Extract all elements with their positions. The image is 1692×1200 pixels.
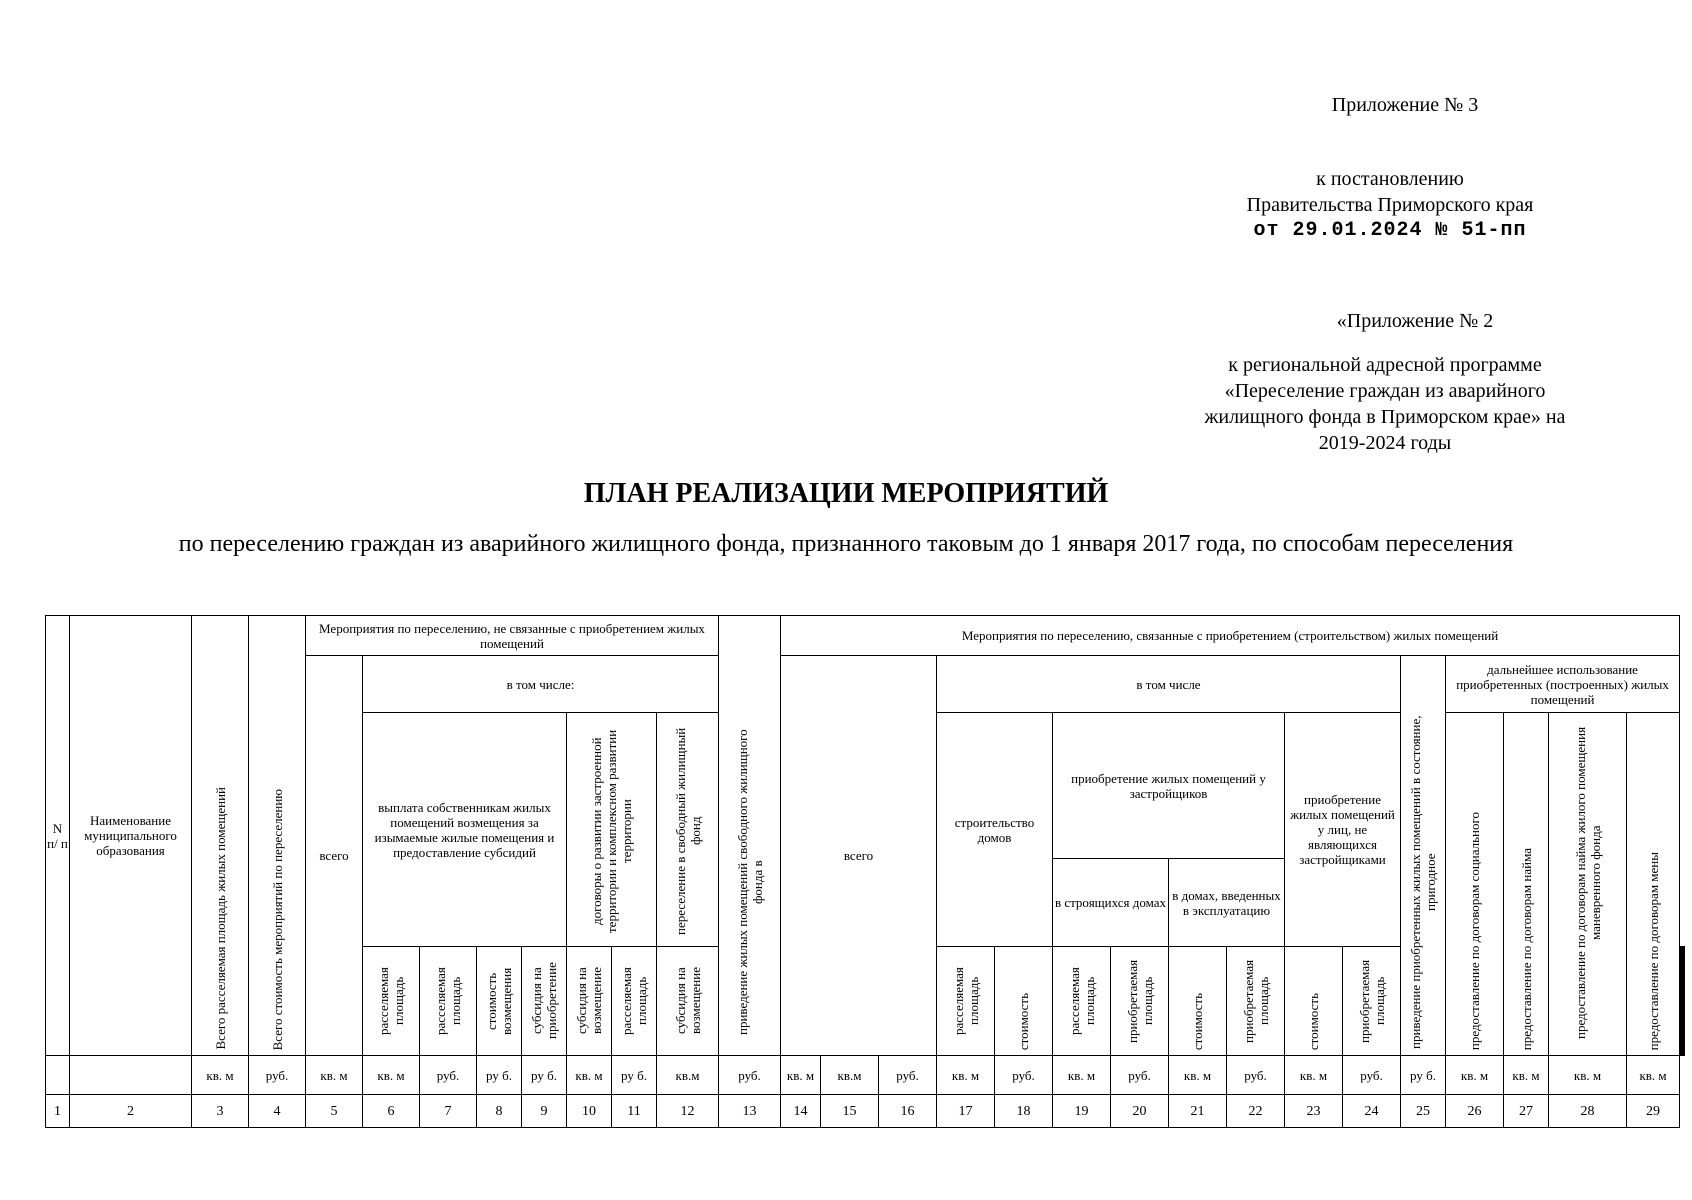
header-total-area: Всего расселяемая площадь жилых помещений — [192, 616, 249, 1056]
header-construction: строительство домов — [937, 713, 1053, 947]
sub-c16: стоимость — [1169, 947, 1227, 1056]
unit-cell: руб. — [995, 1056, 1053, 1095]
unit-cell: руб. — [879, 1056, 937, 1095]
unit-cell: кв. м — [192, 1056, 249, 1095]
program-line-3: жилищного фонда в Приморском крае» на — [1204, 406, 1566, 428]
column-number: 29 — [1627, 1095, 1680, 1128]
sub-c7: стоимость возмещения — [477, 947, 522, 1056]
column-number: 2 — [70, 1095, 192, 1128]
unit-cell: руб. — [719, 1056, 781, 1095]
program-block — [1150, 352, 1620, 456]
header-in-operation: в домах, введенных в эксплуатацию — [1169, 859, 1285, 947]
header-group-non-acquisition: Мероприятия по переселению, не связанные с приобретением жилых помещений — [306, 616, 719, 656]
header-np: N п/ п — [46, 616, 70, 1056]
unit-cell: руб. — [1111, 1056, 1169, 1095]
column-number: 12 — [657, 1095, 719, 1128]
document-title: ПЛАН РЕАЛИЗАЦИИ МЕРОПРИЯТИЙ — [583, 478, 1109, 509]
unit-cell: ру б. — [1401, 1056, 1446, 1095]
header-payout: выплата собственникам жилых помещений возмещения за изымаемые жилые помещения и предоставление субсидий — [363, 713, 567, 947]
header-g1-including: в том числе: — [363, 656, 719, 713]
column-number: 13 — [719, 1095, 781, 1128]
column-number: 15 — [821, 1095, 879, 1128]
unit-cell: кв. м — [363, 1056, 420, 1095]
unit-cell: кв. м — [1446, 1056, 1504, 1095]
sub-c6: расселяемая площадь — [420, 947, 477, 1056]
header-municipality: Наименование муниципального образования — [70, 616, 192, 1056]
header-social-contracts: предоставление по договорам социального — [1446, 713, 1504, 1056]
column-number: 16 — [879, 1095, 937, 1128]
sub-c14: расселяемая площадь — [1053, 947, 1111, 1056]
unit-cell: ру б. — [477, 1056, 522, 1095]
document-subtitle: по переселению граждан из аварийного жилищного фонда, признанного таковым до 1 января 2017 года, по способам переселения — [178, 531, 1514, 557]
annex-label — [1275, 92, 1535, 118]
unit-cell — [70, 1056, 192, 1095]
plan-table — [45, 615, 1685, 1128]
sub-c29 — [1684, 947, 1685, 1056]
header-g2-total: всего — [781, 656, 937, 1056]
header-g2-including: в том числе — [937, 656, 1401, 713]
sub-c19: приобретаемая площадь — [1343, 947, 1401, 1056]
unit-cell: кв. м — [1549, 1056, 1627, 1095]
header-g1-total: всего — [306, 656, 363, 1056]
column-number: 5 — [306, 1095, 363, 1128]
unit-cell: кв. м — [937, 1056, 995, 1095]
column-number: 21 — [1169, 1095, 1227, 1128]
sub-c11: субсидия на возмещение — [657, 947, 719, 1056]
column-number: 10 — [567, 1095, 612, 1128]
unit-cell — [46, 1056, 70, 1095]
unit-cell: кв. м — [1053, 1056, 1111, 1095]
header-exchange-contracts: предоставление по договорам мены — [1627, 713, 1680, 1056]
column-number: 8 — [477, 1095, 522, 1128]
decree-block — [1180, 166, 1600, 244]
sub-c15: приобретаемая площадь — [1111, 947, 1169, 1056]
program-line-4: 2019-2024 годы — [1318, 432, 1452, 454]
column-number: 3 — [192, 1095, 249, 1128]
sub-c18: стоимость — [1285, 947, 1343, 1056]
column-number: 1 — [46, 1095, 70, 1128]
column-numbers-row — [46, 1095, 1685, 1128]
column-number: 14 — [781, 1095, 821, 1128]
unit-cell: руб. — [249, 1056, 306, 1095]
sub-c13: стоимость — [995, 947, 1053, 1056]
sub-c10: расселяемая площадь — [612, 947, 657, 1056]
sub-c8: субсидия на приобретение — [522, 947, 567, 1056]
sub-c9: субсидия на возмещение — [567, 947, 612, 1056]
column-number: 6 — [363, 1095, 420, 1128]
unit-cell: ру б. — [612, 1056, 657, 1095]
sub-c5: расселяемая площадь — [363, 947, 420, 1056]
unit-cell: руб. — [1227, 1056, 1285, 1095]
column-number: 18 — [995, 1095, 1053, 1128]
header-under-construction: в строящихся домах — [1053, 859, 1169, 947]
unit-cell: кв. м — [567, 1056, 612, 1095]
decree-line-2: Правительства Приморского края — [1246, 194, 1534, 216]
column-number: 17 — [937, 1095, 995, 1128]
column-number: 7 — [420, 1095, 477, 1128]
annex2-label — [1275, 308, 1555, 334]
column-number: 25 — [1401, 1095, 1446, 1128]
column-number: 26 — [1446, 1095, 1504, 1128]
unit-cell: кв. м — [306, 1056, 363, 1095]
unit-cell: кв.м — [821, 1056, 879, 1095]
decree-line-1: к постановлению — [1316, 168, 1464, 190]
header-bring-acquired: приведение приобретенных жилых помещений в состояние, пригодное — [1401, 656, 1446, 1056]
column-number: 23 — [1285, 1095, 1343, 1128]
header-bring-free-fund: приведение жилых помещений свободного жилищного фонда в — [719, 616, 781, 1056]
header-maneuver-fund: предоставление по договорам найма жилого помещения маневренного фонда — [1549, 713, 1627, 1056]
unit-cell: руб. — [1343, 1056, 1401, 1095]
units-row — [46, 1056, 1685, 1095]
header-total-cost: Всего стоимость мероприятий по переселению — [249, 616, 306, 1056]
header-rent-contracts: предоставление по договорам найма — [1504, 713, 1549, 1056]
header-buy-developers: приобретение жилых помещений у застройщиков — [1053, 713, 1285, 859]
column-number: 9 — [522, 1095, 567, 1128]
annex-text: Приложение № 3 — [1331, 94, 1479, 116]
column-number: 24 — [1343, 1095, 1401, 1128]
decree-date: от 29.01.2024 № 51-пп — [1253, 219, 1527, 242]
column-number: 22 — [1227, 1095, 1285, 1128]
header-buy-non-developers: приобретение жилых помещений у лиц, не являющихся застройщиками — [1285, 713, 1401, 947]
column-number: 11 — [612, 1095, 657, 1128]
unit-cell: кв.м — [657, 1056, 719, 1095]
column-number: 20 — [1111, 1095, 1169, 1128]
column-number: 27 — [1504, 1095, 1549, 1128]
sub-c17: приобретаемая площадь — [1227, 947, 1285, 1056]
unit-cell: кв. м — [1504, 1056, 1549, 1095]
unit-cell: кв. м — [1169, 1056, 1227, 1095]
sub-c12: расселяемая площадь — [937, 947, 995, 1056]
program-line-1: к региональной адресной программе — [1228, 354, 1542, 376]
column-number: 19 — [1053, 1095, 1111, 1128]
unit-cell: кв. м — [1627, 1056, 1680, 1095]
header-development-contracts: договоры о развитии застроенной территории и комплексном развитии территории — [567, 713, 657, 947]
unit-cell: руб. — [420, 1056, 477, 1095]
header-further-use: дальнейшее использование приобретенных (построенных) жилых помещений — [1446, 656, 1680, 713]
column-number: 28 — [1549, 1095, 1627, 1128]
unit-cell: кв. м — [781, 1056, 821, 1095]
header-group-acquisition: Мероприятия по переселению, связанные с приобретением (строительством) жилых помещений — [781, 616, 1680, 656]
program-line-2: «Переселение граждан из аварийного — [1224, 380, 1546, 402]
annex2-text: «Приложение № 2 — [1336, 310, 1494, 332]
plan-table-container — [45, 615, 1685, 1128]
header-free-fund: переселение в свободный жилищный фонд — [657, 713, 719, 947]
unit-cell: кв. м — [1285, 1056, 1343, 1095]
column-number: 4 — [249, 1095, 306, 1128]
unit-cell: ру б. — [522, 1056, 567, 1095]
